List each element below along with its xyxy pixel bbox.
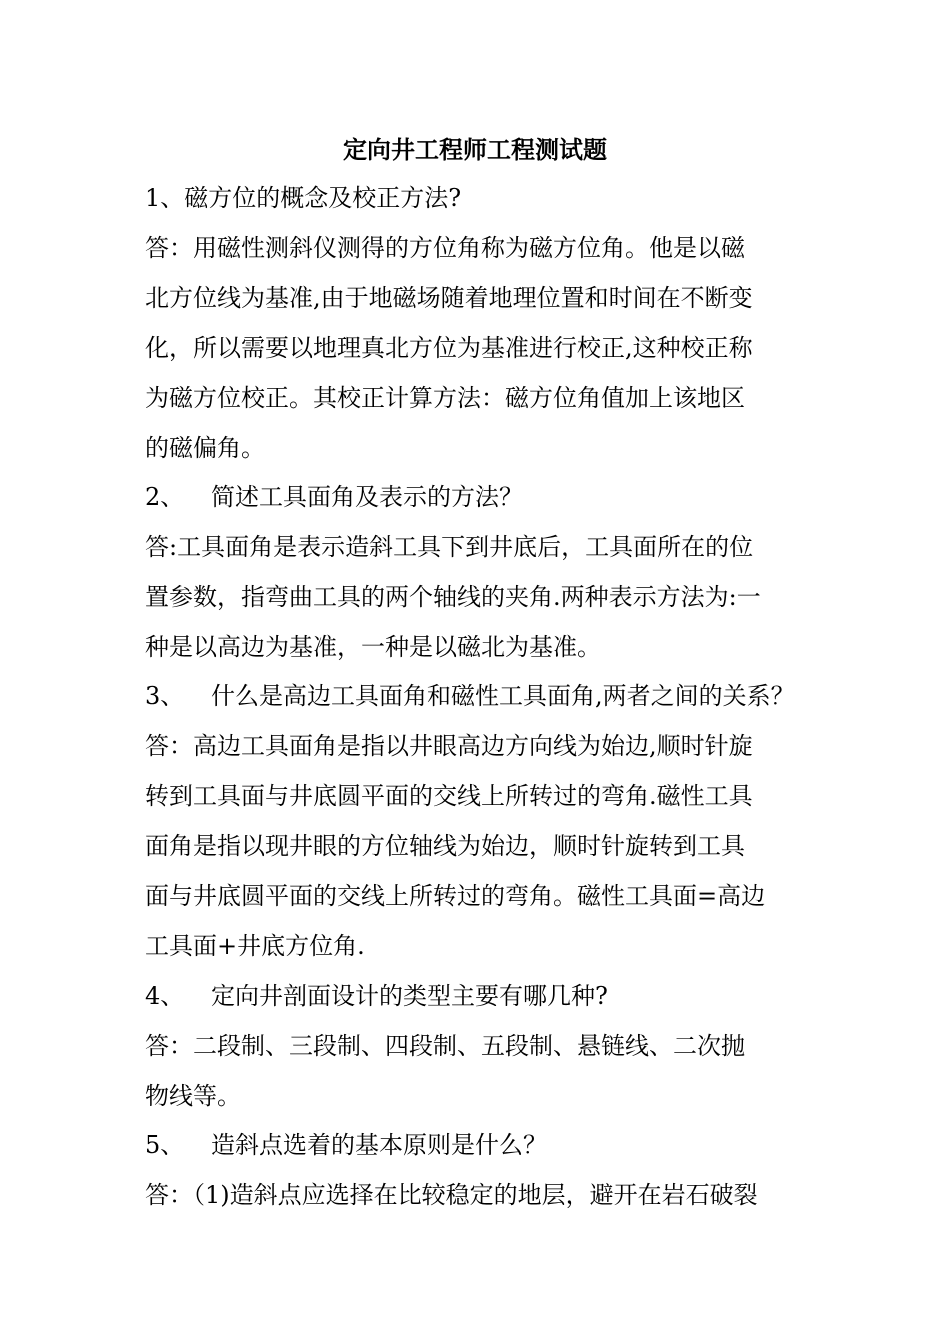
question-4-number: 4、 [145, 982, 185, 1010]
answer-1-line-5: 的磁偏角。 [145, 434, 265, 462]
answer-3-line-4: 面与井底圆平面的交线上所转过的弯角。磁性工具面=高边 [145, 882, 766, 910]
question-5-text: 造斜点选着的基本原则是什么？ [211, 1131, 547, 1159]
question-1: 1、磁方位的概念及校正方法? [145, 184, 462, 212]
question-2-number: 2、 [145, 483, 185, 511]
answer-3-line-2: 转到工具面与井底圆平面的交线上所转过的弯角.磁性工具 [145, 782, 753, 810]
answer-3-line-3: 面角是指以现井眼的方位轴线为始边，顺时针旋转到工具 [145, 832, 745, 860]
answer-2-line-3: 种是以高边为基准，一种是以磁北为基准。 [145, 633, 601, 661]
question-5 [145, 1125, 547, 1165]
question-4 [145, 976, 608, 1016]
page-title: 定向井工程师工程测试题 [343, 135, 607, 164]
question-5-number: 5、 [145, 1131, 185, 1159]
question-3-number: 3、 [145, 682, 185, 710]
answer-1-line-3: 化，所以需要以地理真北方位为基准进行校正,这种校正称 [145, 334, 753, 362]
answer-3-line-5: 工具面+井底方位角. [145, 932, 365, 960]
answer-1-line-4: 为磁方位校正。其校正计算方法：磁方位角值加上该地区 [145, 384, 745, 412]
answer-5-line-1: 答：（1)造斜点应选择在比较稳定的地层，避开在岩石破裂 [145, 1181, 758, 1209]
question-4-text: 定向井剖面设计的类型主要有哪几种? [211, 982, 608, 1010]
answer-1-line-1: 答：用磁性测斜仪测得的方位角称为磁方位角。他是以磁 [145, 234, 745, 262]
question-2-text: 简述工具面角及表示的方法？ [211, 483, 523, 511]
answer-4-line-1: 答：二段制、三段制、四段制、五段制、悬链线、二次抛 [145, 1032, 745, 1060]
answer-2-line-2: 置参数，指弯曲工具的两个轴线的夹角.两种表示方法为:一 [145, 583, 761, 611]
question-2 [145, 477, 523, 517]
answer-3-line-1: 答：高边工具面角是指以井眼高边方向线为始边,顺时针旋 [145, 732, 753, 760]
answer-2-line-1: 答:工具面角是表示造斜工具下到井底后，工具面所在的位 [145, 533, 754, 561]
answer-4-line-2: 物线等。 [145, 1082, 241, 1110]
answer-1-line-2: 北方位线为基准,由于地磁场随着地理位置和时间在不断变 [145, 284, 753, 312]
question-3 [145, 676, 795, 716]
question-3-text: 什么是高边工具面角和磁性工具面角,两者之间的关系？ [211, 682, 795, 710]
